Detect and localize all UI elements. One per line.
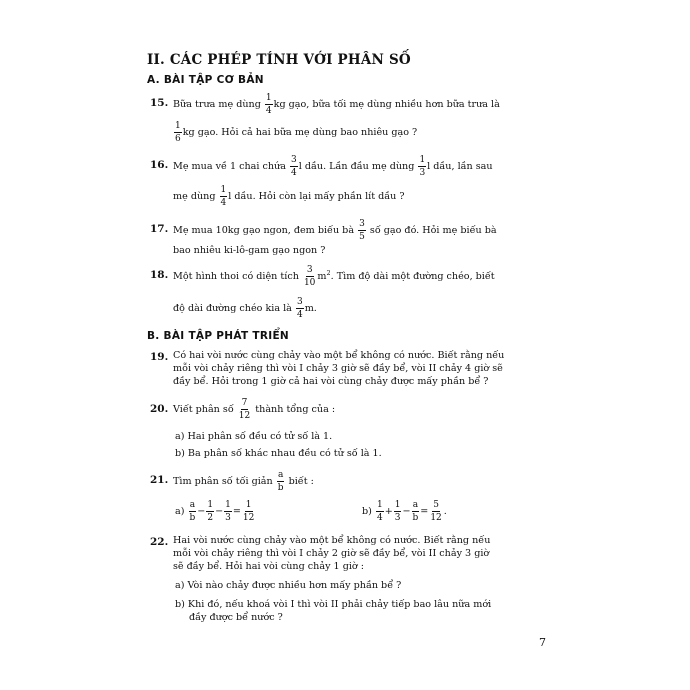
question-20-option-b: b) Ba phân số khác nhau đều có tử số là 1. — [175, 448, 382, 459]
part-b-title: B. BÀI TẬP PHÁT TRIỂN — [147, 330, 290, 342]
fraction: $\frac{1}{12}$ — [242, 500, 255, 523]
question-number: 19. — [150, 351, 169, 363]
question-20-option-a: a) Hai phân số đều có tử số là 1. — [175, 431, 333, 442]
section-title: II. CÁC PHÉP TÍNH VỚI PHÂN SỐ — [147, 52, 411, 68]
fraction: $\frac{5}{12}$ — [430, 500, 442, 523]
fraction: $\frac{1}{4}$ — [265, 93, 272, 116]
fraction: $\frac{1}{4}$ — [220, 185, 227, 208]
question-22-line-1: Hai vòi nước cùng chảy vào một bể không có nước. Biết rằng nếu — [173, 535, 491, 546]
question-18-line-1: Một hình thoi có diện tích $\frac{3}{10}$ $m^2$. Tìm độ dài một đường chéo, biết — [173, 265, 495, 288]
question-19-line-3: đầy bể. Hỏi trong 1 giờ cả hai vòi cùng chảy được mấy phần bể ? — [173, 376, 489, 387]
fraction: $\frac{1}{2}$ — [207, 500, 214, 523]
fraction: $\frac{3}{4}$ — [296, 297, 303, 320]
fraction: $\frac{3}{4}$ — [291, 155, 297, 178]
question-17-line-1: Mẹ mua 10kg gạo ngon, đem biếu bà $\frac{3}{5}$ số gạo đó. Hỏi mẹ biếu bà — [173, 219, 497, 242]
fraction: $\frac{1}{6}$ — [175, 121, 181, 144]
fraction: $\frac{a}{b}$ — [277, 470, 284, 493]
question-20-line-1: Viết phân số $\frac{7}{12}$ thành tổng của : — [173, 398, 336, 421]
question-15-line-1: Bữa trưa mẹ dùng $\frac{1}{4}$ kg gạo, bữa tối mẹ dùng nhiều hơn bữa trưa là — [173, 93, 500, 116]
question-17-line-2: bao nhiêu ki-lô-gam gạo ngon ? — [173, 245, 326, 256]
fraction: $\frac{1}{3}$ — [394, 500, 401, 523]
fraction: $\frac{1}{4}$ — [376, 500, 383, 523]
fraction: $\frac{3}{5}$ — [359, 219, 365, 242]
fraction: $\frac{1}{3}$ — [419, 155, 426, 178]
fraction: $\frac{1}{3}$ — [225, 500, 231, 523]
question-22-line-2: mỗi vòi chảy riêng thì vòi I chảy 2 giờ sẽ đầy bể, vòi II chảy 3 giờ — [173, 548, 490, 559]
question-number: 17. — [150, 223, 169, 235]
question-number: 22. — [150, 536, 169, 548]
page-number: 7 — [539, 636, 546, 649]
question-21-equation-b: b) $\frac{1}{4}$ + $\frac{1}{3}$ − $\frac{a}{b}$ = $\frac{5}{12}$ . — [362, 500, 447, 523]
question-number: 20. — [150, 403, 169, 415]
fraction: $\frac{a}{b}$ — [189, 500, 196, 523]
question-number: 21. — [150, 474, 169, 486]
question-21-equation-a: a) $\frac{a}{b}$ − $\frac{1}{2}$ − $\frac{1}{3}$ = $\frac{1}{12}$ — [175, 500, 255, 523]
fraction: $\frac{3}{10}$ — [303, 265, 316, 288]
question-22-option-a: a) Vòi nào chảy được nhiều hơn mấy phần bể ? — [175, 580, 402, 591]
question-number: 16. — [150, 159, 169, 171]
question-18-line-2: độ dài đường chéo kia là $\frac{3}{4}$ m. — [173, 297, 317, 320]
question-22-option-b-line-2: đầy được bể nước ? — [189, 612, 283, 623]
fraction: $\frac{7}{12}$ — [238, 398, 251, 421]
part-a-title: A. BÀI TẬP CƠ BẢN — [147, 74, 264, 86]
question-number: 15. — [150, 97, 169, 109]
question-15-line-2: $\frac{1}{6}$ kg gạo. Hỏi cả hai bữa mẹ dùng bao nhiêu gạo ? — [175, 121, 418, 144]
question-22-line-3: sẽ đầy bể. Hỏi hai vòi cùng chảy 1 giờ : — [173, 561, 364, 572]
question-number: 18. — [150, 269, 169, 281]
question-21-line-1: Tìm phân số tối giản $\frac{a}{b}$ biết : — [173, 470, 314, 493]
fraction: $\frac{a}{b}$ — [412, 500, 419, 523]
question-19-line-2: mỗi vòi chảy riêng thì vòi I chảy 3 giờ sẽ đầy bể, vòi II chảy 4 giờ sẽ — [173, 363, 503, 374]
question-19-line-1: Có hai vòi nước cùng chảy vào một bể không có nước. Biết rằng nếu — [173, 350, 505, 361]
question-16-line-1: Mẹ mua về 1 chai chứa $\frac{3}{4}$ l dầu. Lần đầu mẹ dùng $\frac{1}{3}$ l dầu, lần sau — [173, 155, 493, 178]
question-16-line-2: mẹ dùng $\frac{1}{4}$ l dầu. Hỏi còn lại mấy phần lít dầu ? — [173, 185, 405, 208]
question-22-option-b-line-1: b) Khi đó, nếu khoá vòi I thì vòi II phải chảy tiếp bao lâu nữa mới — [175, 599, 492, 610]
